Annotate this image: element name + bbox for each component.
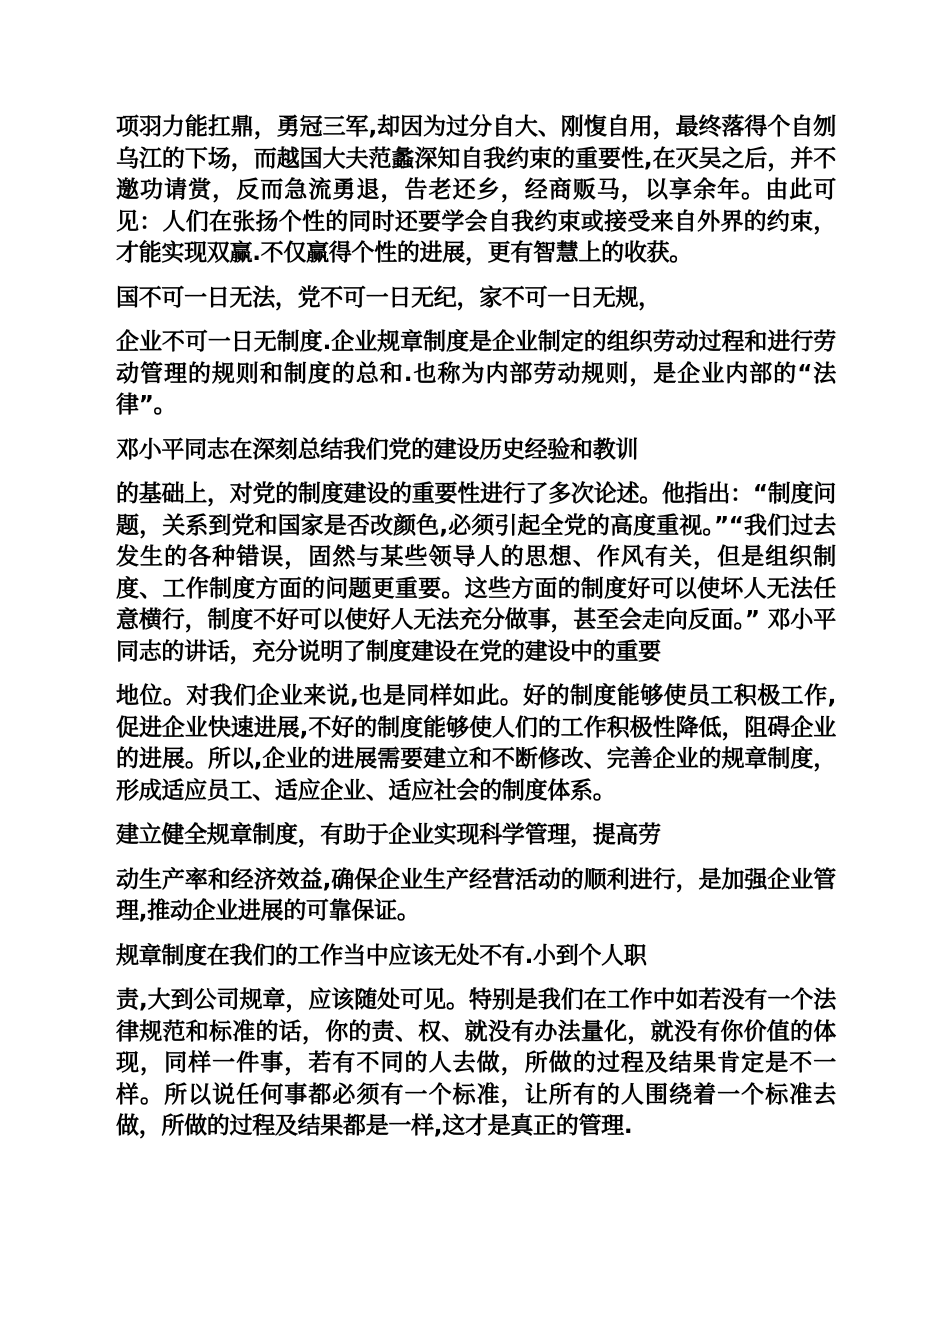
paragraph-2: 国不可一日无法，党不可一日无纪，家不可一日无规， <box>116 284 661 311</box>
paragraph-7: 建立健全规章制度，有助于企业实现科学管理，提高劳 <box>116 822 661 848</box>
paragraph-5: 的基础上，对党的制度建设的重要性进行了多次论述。他指出：“制度问题，关系到党和国家是否改颜色,必须引起全党的高度重视。”“我们过去发生的各种错误，固然与某些领导人的思想、作风有关，但是组织制度、工作制度方面的问题更重要。这些方面的制度好可以使坏人无法任意横行，制度不好可以使好人无法充分做事，甚至会走向反面。” 邓小平同志的讲话，充分说明了制度建设在党的建设中的重要 <box>116 481 836 665</box>
document-body <box>116 112 836 1156</box>
paragraph-8: 动生产率和经济效益,确保企业生产经营活动的顺利进行，是加强企业管理,推动企业进展的可靠保证。 <box>116 866 836 924</box>
paragraph-10: 责,大到公司规章，应该随处可见。特别是我们在工作中如若没有一个法律规范和标准的话，你的责、权、就没有办法量化，就没有你价值的体现，同样一件事，若有不同的人去做，所做的过程及结果肯定是不一样。所以说任何事都必须有一个标准，让所有的人围绕着一个标准去做，所做的过程及结果都是一样,这才是真正的管理. <box>116 987 836 1139</box>
paragraph-9: 规章制度在我们的工作当中应该无处不有.小到个人职 <box>116 942 647 969</box>
paragraph-3: 企业不可一日无制度.企业规章制度是企业制定的组织劳动过程和进行劳动管理的规则和制度的总和.也称为内部劳动规则，是企业内部的“法律”。 <box>116 329 836 418</box>
paragraph-4: 邓小平同志在深刻总结我们党的建设历史经验和教训 <box>116 436 639 463</box>
paragraph-6: 地位。对我们企业来说,也是同样如此。好的制度能够使员工积极工作,促进企业快速进展,不好的制度能够使人们的工作积极性降低，阻碍企业的进展。所以,企业的进展需要建立和不断修改、完善企业的规章制度，形成适应员工、适应企业、适应社会的制度体系。 <box>116 683 836 804</box>
paragraph-1: 项羽力能扛鼎，勇冠三军,却因为过分自大、刚愎自用，最终落得个自刎乌江的下场，而越国大夫范蠡深知自我约束的重要性,在灭吴之后，并不邀功请赏，反而急流勇退，告老还乡，经商贩马，以享余年。由此可见：人们在张扬个性的同时还要学会自我约束或接受来自外界的约束，才能实现双赢.不仅赢得个性的进展，更有智慧上的收获。 <box>116 114 836 266</box>
